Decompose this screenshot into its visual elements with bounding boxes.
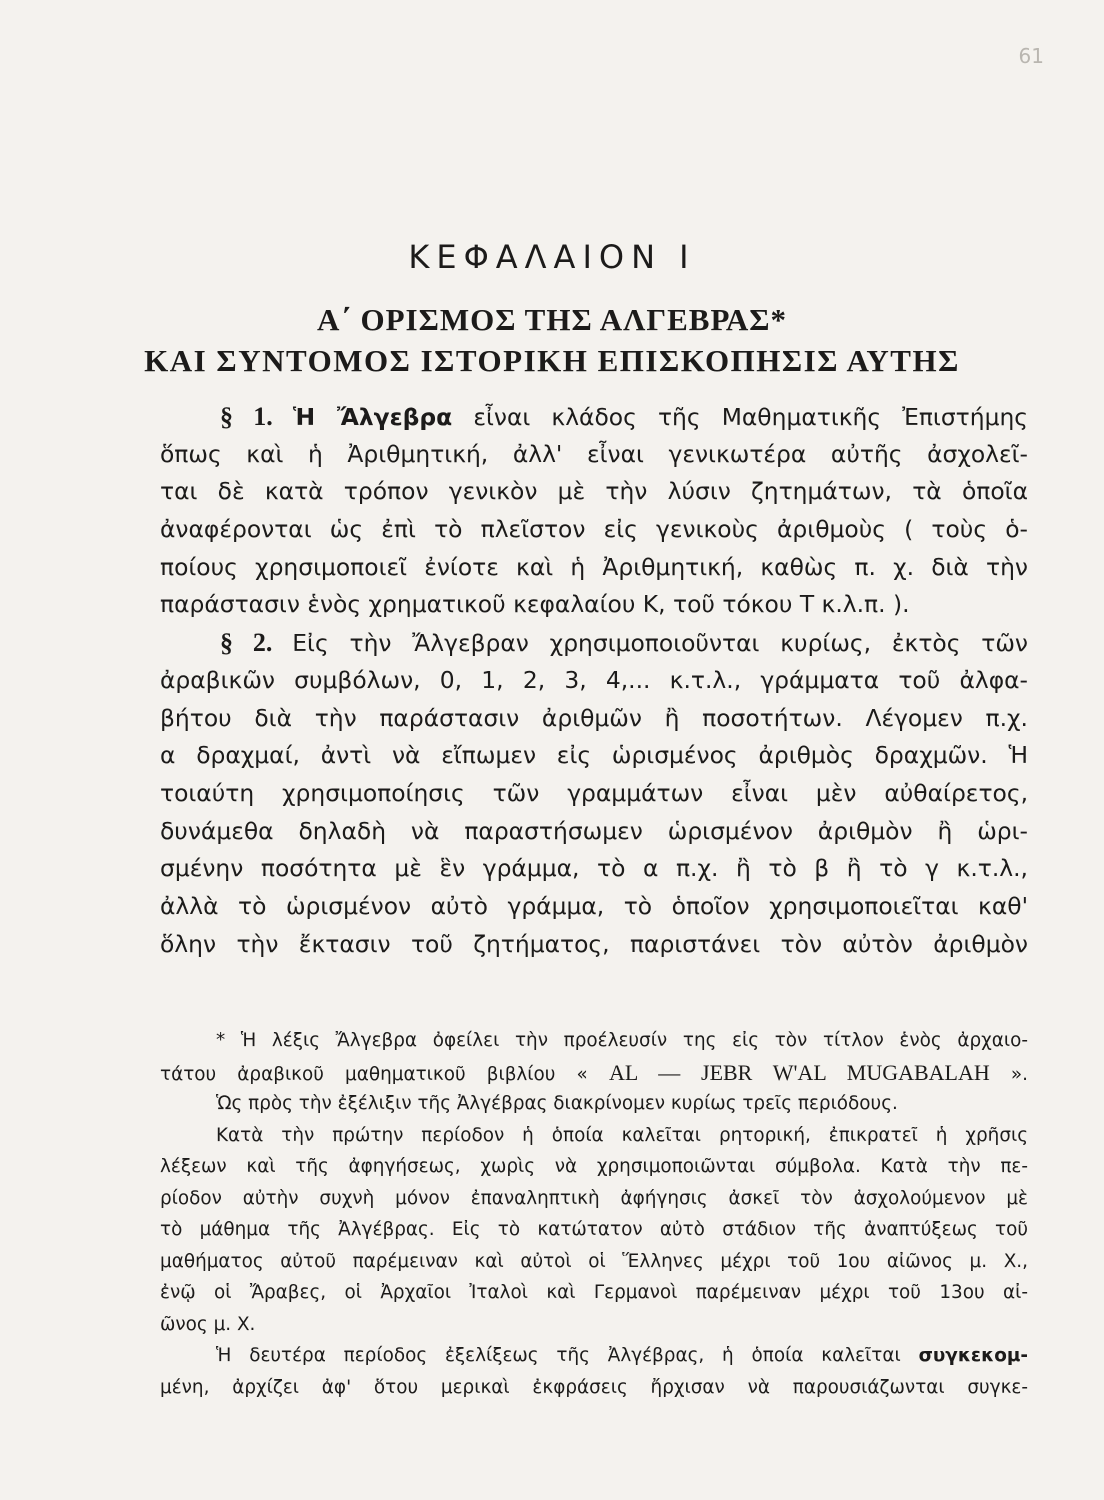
- section-2-line: ἀλλὰ τὸ ὡρισμένον αὐτὸ γράμμα, τὸ ὁποῖον χρησιμοποιεῖται καθ': [160, 891, 1028, 920]
- section-1-line: ται δὲ κατὰ τρόπον γενικὸν μὲ τὴν λύσιν ζητημάτων, τὰ ὁποῖα: [160, 477, 1028, 506]
- section-2-line: ὅλην τὴν ἔκτασιν τοῦ ζητήματος, παριστάνει τὸν αὐτὸν ἀριθμὸν: [160, 929, 1028, 958]
- main-text: [160, 398, 1028, 963]
- footnote-line: ἐνῷ οἱ Ἄραβες, οἱ Ἀρχαῖοι Ἰταλοὶ καὶ Γερμανοὶ παρέμειναν μέχρι τοῦ 13ου αἰ-: [160, 1282, 1028, 1303]
- footnote-line: ρίοδον αὐτὴν συχνὴ μόνον ἐπαναληπτικὴ ἀφήγησις ἀσκεῖ τὸν ἀσχολούμενον μὲ: [160, 1187, 1028, 1209]
- footnote-line: μένη, ἀρχίζει ἀφ' ὅτου μερικαὶ ἐκφράσεις ἤρχισαν νὰ παρουσιάζωνται συγκε-: [160, 1376, 1028, 1398]
- footnote-line: τὸ μάθημα τῆς Ἀλγέβρας. Εἰς τὸ κατώτατον αὐτὸ στάδιον τῆς ἀναπτύξεως τοῦ: [160, 1219, 1028, 1240]
- arabic-book-title: AL — JEBR W'AL MUGABALAH: [608, 1059, 990, 1085]
- section-1-line: ποίους χρησιμοποιεῖ ἐνίοτε καὶ ἡ Ἀριθμητική, καθὼς π. χ. διὰ τὴν: [160, 552, 1028, 581]
- section-2-line: βήτου διὰ τὴν παράστασιν ἀριθμῶν ἢ ποσοτήτων. Λέγομεν π.χ.: [160, 703, 1028, 732]
- footnote-line: Κατὰ τὴν πρώτην περίοδον ἡ ὁποία καλεῖται ρητορική, ἐπικρατεῖ ἡ χρῆσις: [216, 1124, 1028, 1146]
- footnote: [160, 1025, 1028, 1403]
- section-2-line: δυνάμεθα δηλαδὴ νὰ παραστήσωμεν ὡρισμένον ἀριθμὸν ἢ ὡρι-: [160, 816, 1028, 845]
- page-number: 61: [1018, 44, 1044, 68]
- chapter-title-line-2: ΚΑΙ ΣΥΝΤΟΜΟΣ ΙΣΤΟΡΙΚΗ ΕΠΙΣΚΟΠΗΣΙΣ ΑΥΤΗΣ: [144, 343, 960, 378]
- chapter-heading: ΚΕΦΑΛΑΙΟΝ I: [408, 238, 696, 276]
- footnote-line: Ἡ δευτέρα περίοδος ἐξελίξεως τῆς Ἀλγέβρας, ἡ ὁποία καλεῖται συγκεκομ-: [216, 1345, 1028, 1366]
- section-1-line: ἀναφέρονται ὡς ἐπὶ τὸ πλεῖστον εἰς γενικοὺς ἀριθμοὺς ( τοὺς ὁ-: [160, 515, 1028, 544]
- footnote-term: συγκεκομ-: [918, 1345, 1028, 1366]
- footnote-line: λέξεων καὶ τῆς ἀφηγήσεως, χωρὶς νὰ χρησιμοποιῶνται σύμβολα. Κατὰ τὴν πε-: [160, 1156, 1028, 1177]
- footnote-line: τάτου ἀραβικοῦ μαθηματικοῦ βιβλίου « AL — JEBR W'AL MUGABALAH ».: [160, 1059, 1028, 1085]
- section-2-line: τοιαύτη χρησιμοποίησις τῶν γραμμάτων εἶναι μὲν αὐθαίρετος,: [160, 778, 1028, 807]
- section-2-line: α δραχμαί, ἀντὶ νὰ εἴπωμεν εἰς ὡρισμένος ἀριθμὸς δραχμῶν. Ἡ: [160, 741, 1028, 770]
- section-2-marker: § 2.: [220, 628, 293, 658]
- section-2-line: ἀραβικῶν συμβόλων, 0, 1, 2, 3, 4,... κ.τ.λ., γράμματα τοῦ ἀλφα-: [160, 665, 1028, 694]
- chapter-title-line-1: Α΄ ΟΡΙΣΜΟΣ ΤΗΣ ΑΛΓΕΒΡΑΣ*: [317, 302, 787, 337]
- section-1-line: παράστασιν ἑνὸς χρηματικοῦ κεφαλαίου Κ, τοῦ τόκου Τ κ.λ.π. ).: [160, 590, 910, 619]
- section-2-line: σμένην ποσότητα μὲ ἓν γράμμα, τὸ α π.χ. ἢ τὸ β ἢ τὸ γ κ.τ.λ.,: [160, 854, 1028, 883]
- section-1-marker: § 1.: [220, 402, 293, 431]
- section-1-term: Ἡ Ἄλγεβρα: [292, 403, 453, 431]
- section-1-line: § 1. Ἡ Ἄλγεβρα εἶναι κλάδος τῆς Μαθηματικῆς Ἐπιστήμης: [220, 402, 1029, 431]
- section-2-line: § 2. Εἰς τὴν Ἄλγεβραν χρησιμοποιοῦνται κυρίως, ἐκτὸς τῶν: [220, 628, 1029, 658]
- footnote-line: * Ἡ λέξις Ἄλγεβρα ὀφείλει τὴν προέλευσίν της εἰς τὸν τίτλον ἑνὸς ἀρχαιο-: [216, 1030, 1028, 1051]
- footnote-line: Ὡς πρὸς τὴν ἐξέλιξιν τῆς Ἀλγέβρας διακρίνομεν κυρίως τρεῖς περιόδους.: [216, 1093, 898, 1114]
- footnote-line: μαθήματος αὐτοῦ παρέμειναν καὶ αὐτοὶ οἱ Ἕλληνες μέχρι τοῦ 1ου αἰῶνος μ. Χ.,: [160, 1250, 1028, 1272]
- section-1-line: ὅπως καὶ ἡ Ἀριθμητική, ἀλλ' εἶναι γενικωτέρα αὐτῆς ἀσχολεῖ-: [160, 439, 1028, 468]
- footnote-line: ῶνος μ. Χ.: [160, 1313, 256, 1335]
